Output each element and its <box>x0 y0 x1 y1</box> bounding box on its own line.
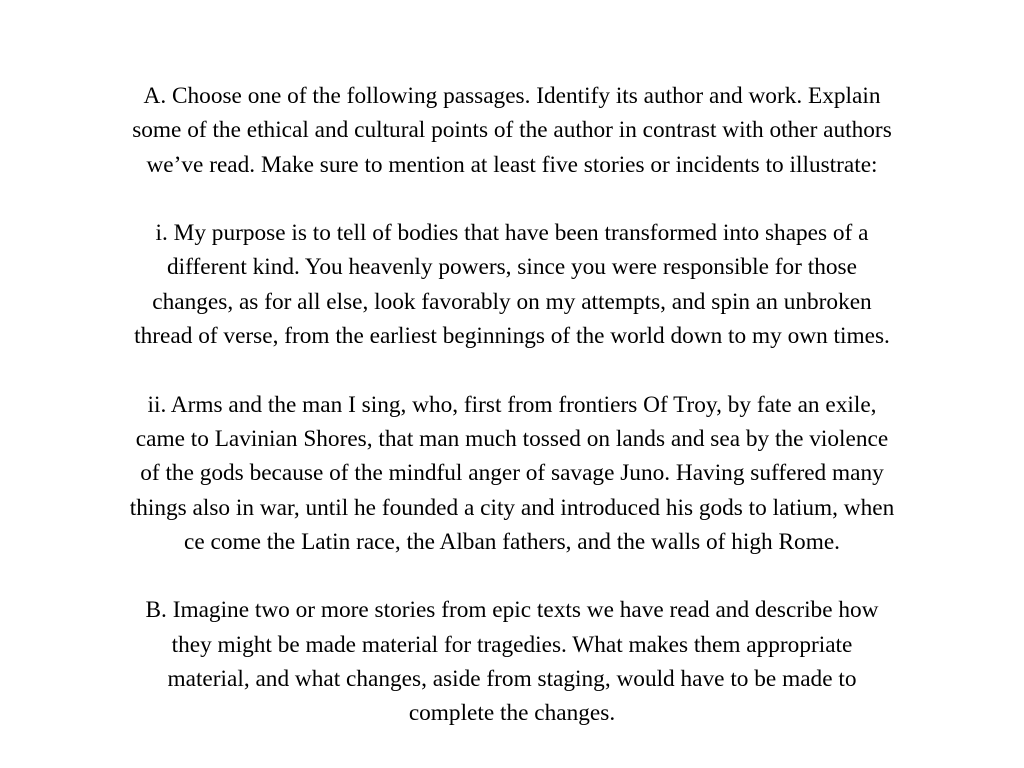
question-a-prompt <box>0 79 1024 182</box>
text-line: material, and what changes, aside from staging, would have to be made to <box>167 666 857 693</box>
question-b-prompt <box>0 593 1024 730</box>
text-line: ii. Arms and the man I sing, who, first from frontiers Of Troy, by fate an exile, <box>147 391 877 418</box>
text-line: changes, as for all else, look favorably on my attempts, and spin an unbroken <box>152 288 872 315</box>
text-line: ce come the Latin race, the Alban fathers, and the walls of high Rome. <box>184 528 840 555</box>
text-line: i. My purpose is to tell of bodies that have been transformed into shapes of a <box>155 220 869 247</box>
text-line: they might be made material for tragedies. What makes them appropriate <box>171 631 853 658</box>
text-line: thread of verse, from the earliest beginnings of the world down to my own times. <box>134 323 890 350</box>
text-line: some of the ethical and cultural points of the author in contrast with other authors <box>132 117 892 144</box>
text-line: complete the changes. <box>408 700 616 727</box>
passage-i <box>0 216 1024 353</box>
passage-ii <box>0 388 1024 559</box>
text-line: came to Lavinian Shores, that man much tossed on lands and sea by the violence <box>135 425 889 452</box>
text-line: A. Choose one of the following passages. Identify its author and work. Explain <box>143 83 881 109</box>
text-line: we’ve read. Make sure to mention at least five stories or incidents to illustrate: <box>146 151 878 178</box>
text-line: different kind. You heavenly powers, since you were responsible for those <box>167 254 857 281</box>
text-line: B. Imagine two or more stories from epic texts we have read and describe how <box>145 597 879 624</box>
text-line: of the gods because of the mindful anger of savage Juno. Having suffered many <box>140 460 884 487</box>
text-line: things also in war, until he founded a city and introduced his gods to latium, when <box>129 494 895 521</box>
